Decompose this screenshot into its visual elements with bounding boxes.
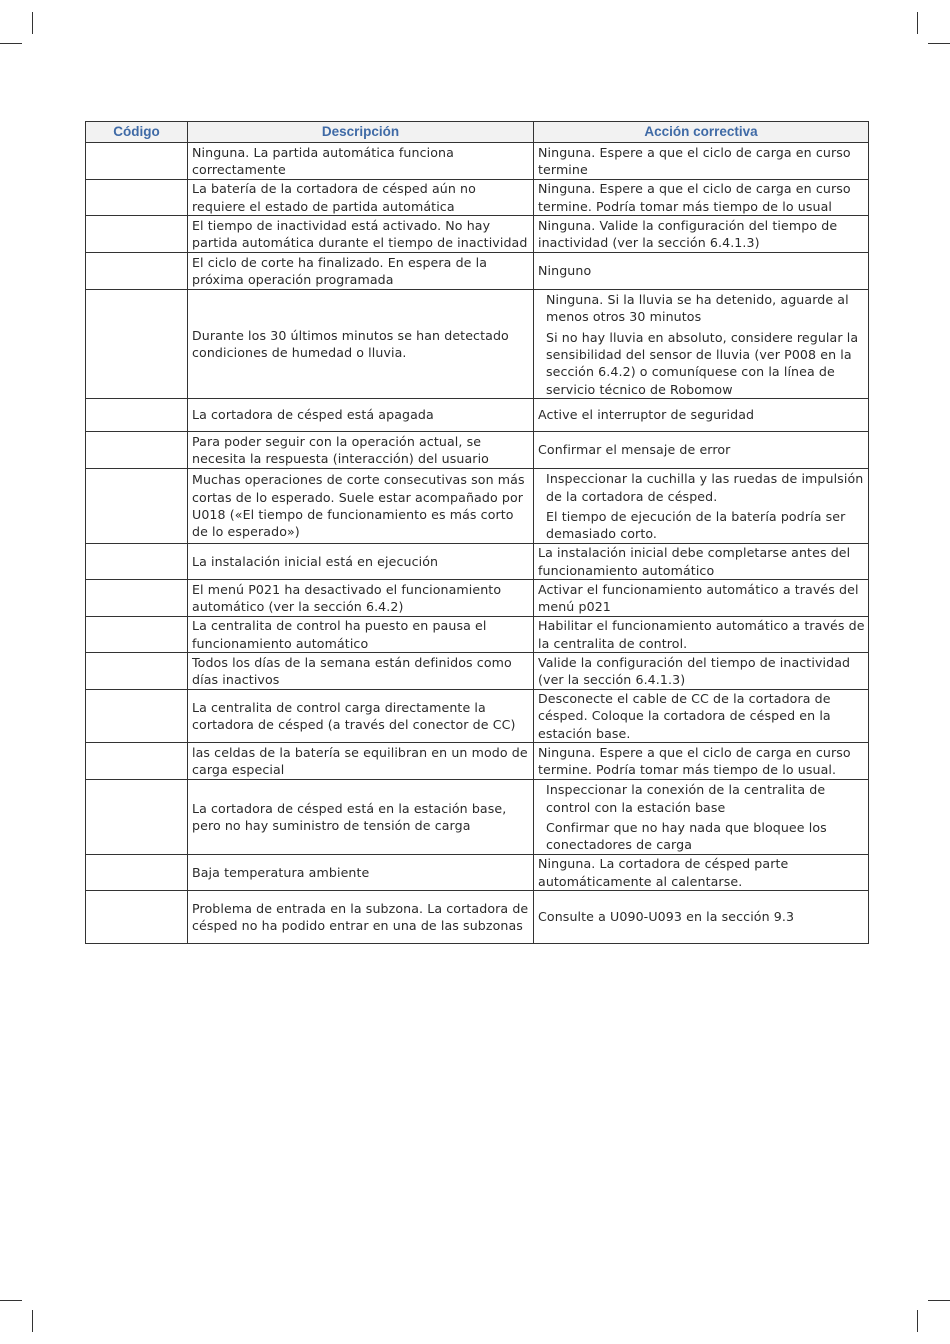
code-cell bbox=[86, 180, 188, 216]
description-cell: La instalación inicial está en ejecución bbox=[188, 544, 534, 580]
action-cell: Habilitar el funcionamiento automático a través de la centralita de control. bbox=[534, 617, 869, 653]
description-cell: Durante los 30 últimos minutos se han detectado condiciones de humedad o lluvia. bbox=[188, 290, 534, 399]
table-row bbox=[86, 653, 869, 690]
crop-mark bbox=[928, 1300, 950, 1301]
action-paragraph: El tiempo de ejecución de la batería podría ser demasiado corto. bbox=[546, 509, 846, 542]
code-cell bbox=[86, 580, 188, 617]
header-description: Descripción bbox=[188, 122, 534, 143]
table-row bbox=[86, 891, 869, 944]
code-cell bbox=[86, 469, 188, 544]
table-row bbox=[86, 690, 869, 743]
description-cell: La cortadora de césped está en la estación base, pero no hay suministro de tensión de carga bbox=[188, 780, 534, 855]
action-cell: Activar el funcionamiento automático a través del menú p021 bbox=[534, 580, 869, 617]
crop-mark bbox=[917, 12, 918, 34]
code-cell bbox=[86, 432, 188, 469]
action-cell: Desconecte el cable de CC de la cortadora de césped. Coloque la cortadora de césped en la estación base. bbox=[534, 690, 869, 743]
action-paragraph: Ninguna. Si la lluvia se ha detenido, aguarde al menos otros 30 minutos bbox=[546, 292, 849, 325]
action-cell bbox=[534, 290, 869, 399]
table-row bbox=[86, 743, 869, 780]
table-header-row bbox=[86, 122, 869, 143]
action-paragraph: Inspeccionar la conexión de la centralita de control con la estación base bbox=[546, 782, 826, 815]
code-cell bbox=[86, 855, 188, 891]
table-row bbox=[86, 143, 869, 180]
description-cell: El ciclo de corte ha finalizado. En espera de la próxima operación programada bbox=[188, 253, 534, 290]
table-row bbox=[86, 180, 869, 216]
code-cell bbox=[86, 743, 188, 780]
table-row bbox=[86, 432, 869, 469]
code-cell bbox=[86, 690, 188, 743]
table-row bbox=[86, 469, 869, 544]
description-cell: Para poder seguir con la operación actual, se necesita la respuesta (interacción) del usuario bbox=[188, 432, 534, 469]
description-cell: Muchas operaciones de corte consecutivas son más cortas de lo esperado. Suele estar acompañado por U018 («El tiempo de funcionamiento es más corto de lo esperado») bbox=[188, 469, 534, 544]
header-action: Acción correctiva bbox=[534, 122, 869, 143]
code-cell bbox=[86, 780, 188, 855]
action-cell: Confirmar el mensaje de error bbox=[534, 432, 869, 469]
table-body bbox=[86, 143, 869, 944]
crop-mark bbox=[0, 43, 22, 44]
description-cell: El menú P021 ha desactivado el funcionamiento automático (ver la sección 6.4.2) bbox=[188, 580, 534, 617]
code-cell bbox=[86, 216, 188, 253]
crop-mark bbox=[32, 12, 33, 34]
code-cell bbox=[86, 653, 188, 690]
code-cell bbox=[86, 399, 188, 432]
action-cell bbox=[534, 780, 869, 855]
crop-mark bbox=[32, 1310, 33, 1332]
table-row bbox=[86, 290, 869, 399]
crop-mark bbox=[917, 1310, 918, 1332]
action-cell bbox=[534, 469, 869, 544]
description-cell: Todos los días de la semana están definidos como días inactivos bbox=[188, 653, 534, 690]
description-cell: El tiempo de inactividad está activado. No hay partida automática durante el tiempo de inactividad bbox=[188, 216, 534, 253]
code-cell bbox=[86, 290, 188, 399]
code-cell bbox=[86, 891, 188, 944]
code-cell bbox=[86, 617, 188, 653]
description-cell: Baja temperatura ambiente bbox=[188, 855, 534, 891]
description-cell: las celdas de la batería se equilibran en un modo de carga especial bbox=[188, 743, 534, 780]
code-cell bbox=[86, 143, 188, 180]
error-codes-table bbox=[85, 121, 869, 944]
code-cell bbox=[86, 253, 188, 290]
action-cell: La instalación inicial debe completarse antes del funcionamiento automático bbox=[534, 544, 869, 580]
action-cell: Ninguna. Espere a que el ciclo de carga en curso termine. Podría tomar más tiempo de lo usual bbox=[534, 180, 869, 216]
description-cell: La centralita de control ha puesto en pausa el funcionamiento automático bbox=[188, 617, 534, 653]
table-row bbox=[86, 399, 869, 432]
header-code: Código bbox=[86, 122, 188, 143]
action-cell: Consulte a U090-U093 en la sección 9.3 bbox=[534, 891, 869, 944]
description-cell: Ninguna. La partida automática funciona correctamente bbox=[188, 143, 534, 180]
code-cell bbox=[86, 544, 188, 580]
action-cell: Valide la configuración del tiempo de inactividad (ver la sección 6.4.1.3) bbox=[534, 653, 869, 690]
table-row bbox=[86, 580, 869, 617]
action-cell: Active el interruptor de seguridad bbox=[534, 399, 869, 432]
description-cell: Problema de entrada en la subzona. La cortadora de césped no ha podido entrar en una de las subzonas bbox=[188, 891, 534, 944]
table-row bbox=[86, 216, 869, 253]
table-row bbox=[86, 544, 869, 580]
table-row bbox=[86, 780, 869, 855]
action-paragraph: Si no hay lluvia en absoluto, considere regular la sensibilidad del sensor de lluvia (ver P008 en la sección 6.4.2) o comuníquese con la línea de servicio técnico de Robomow bbox=[546, 329, 859, 397]
table-row bbox=[86, 617, 869, 653]
action-cell: Ninguna. Espere a que el ciclo de carga en curso termine bbox=[534, 143, 869, 180]
crop-mark bbox=[928, 43, 950, 44]
table-row bbox=[86, 253, 869, 290]
table-row bbox=[86, 855, 869, 891]
description-cell: La batería de la cortadora de césped aún no requiere el estado de partida automática bbox=[188, 180, 534, 216]
action-cell: Ninguna. La cortadora de césped parte automáticamente al calentarse. bbox=[534, 855, 869, 891]
description-cell: La centralita de control carga directamente la cortadora de césped (a través del conector de CC) bbox=[188, 690, 534, 743]
crop-mark bbox=[0, 1300, 22, 1301]
description-cell: La cortadora de césped está apagada bbox=[188, 399, 534, 432]
action-paragraph: Inspeccionar la cuchilla y las ruedas de impulsión de la cortadora de césped. bbox=[546, 471, 864, 504]
action-cell: Ninguno bbox=[534, 253, 869, 290]
action-paragraph: Confirmar que no hay nada que bloquee los conectadores de carga bbox=[546, 820, 827, 853]
action-cell: Ninguna. Valide la configuración del tiempo de inactividad (ver la sección 6.4.1.3) bbox=[534, 216, 869, 253]
action-cell: Ninguna. Espere a que el ciclo de carga en curso termine. Podría tomar más tiempo de lo usual. bbox=[534, 743, 869, 780]
